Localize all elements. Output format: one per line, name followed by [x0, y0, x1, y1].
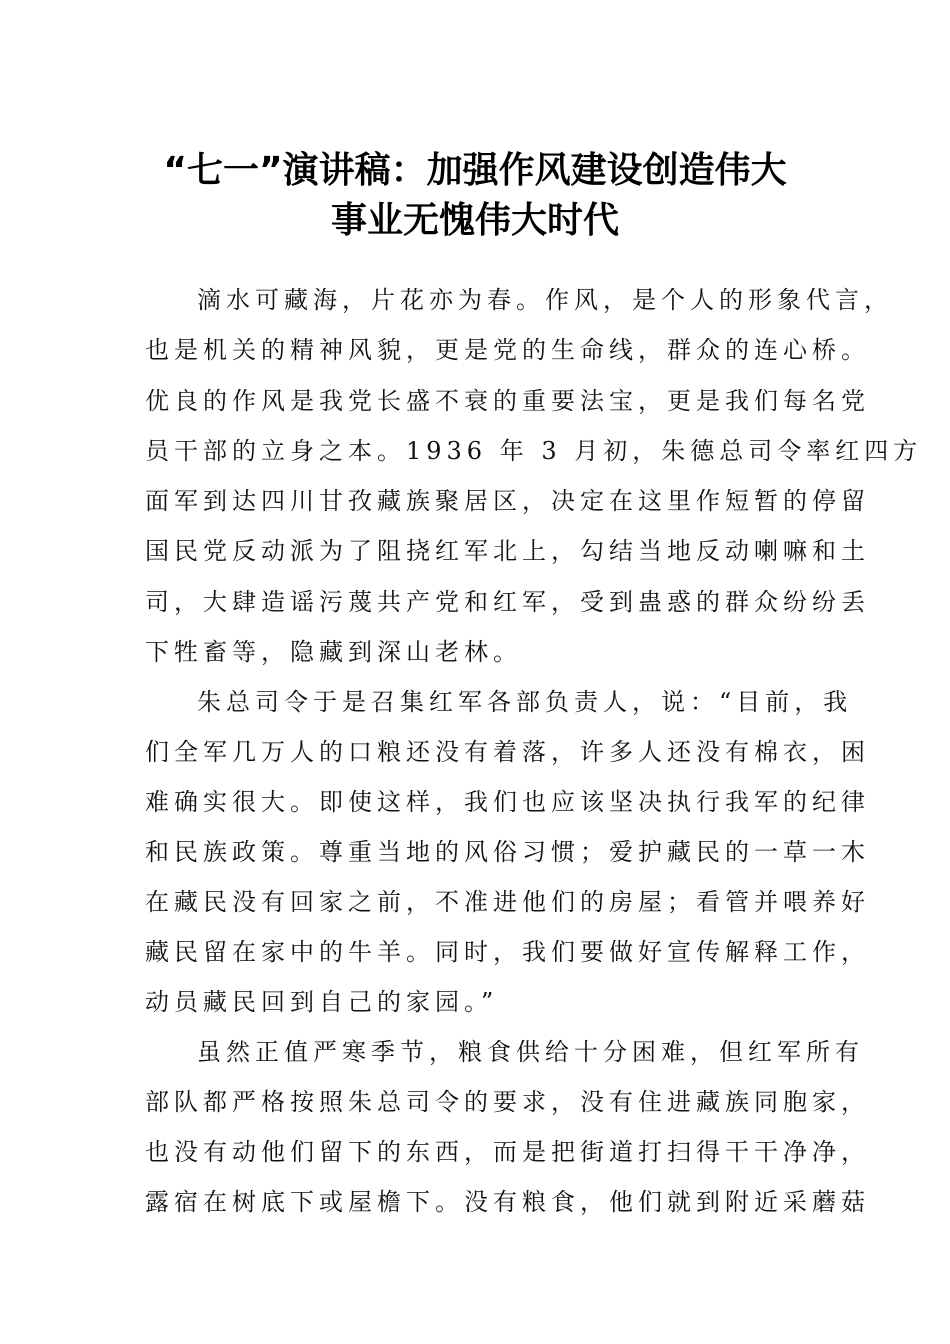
- body-line: 部队都严格按照朱总司令的要求，没有住进藏族同胞家，: [145, 1088, 870, 1116]
- document-title-line-1: “七一”演讲稿：加强作风建设创造伟大: [163, 150, 787, 191]
- body-line: 也是机关的精神风貌，更是党的生命线，群众的连心桥。: [145, 336, 870, 364]
- body-line: 员干部的立身之本。1936 年 3 月初，朱德总司令率红四方: [145, 437, 923, 465]
- body-line: 国民党反动派为了阻挠红军北上，勾结当地反动喇嘛和土: [145, 537, 870, 565]
- body-line: 在藏民没有回家之前，不准进他们的房屋；看管并喂养好: [145, 888, 870, 916]
- body-line: 朱总司令于是召集红军各部负责人，说：“目前，我: [197, 688, 853, 716]
- body-line: 滴水可藏海，片花亦为春。作风，是个人的形象代言，: [197, 286, 893, 314]
- body-line: 优良的作风是我党长盛不衰的重要法宝，更是我们每名党: [145, 387, 870, 415]
- body-line: 们全军几万人的口粮还没有着落，许多人还没有棉衣，困: [145, 738, 870, 766]
- body-line: 和民族政策。尊重当地的风俗习惯；爱护藏民的一草一木: [145, 838, 870, 866]
- body-line: 司，大肆造谣污蔑共产党和红军，受到蛊惑的群众纷纷丢: [145, 588, 870, 616]
- body-line: 面军到达四川甘孜藏族聚居区，决定在这里作短暂的停留: [145, 487, 870, 515]
- document-title-line-2: 事业无愧伟大时代: [330, 200, 619, 241]
- body-line: 下牲畜等，隐藏到深山老林。: [145, 638, 522, 666]
- body-line: 藏民留在家中的牛羊。同时，我们要做好宣传解释工作，: [145, 938, 870, 966]
- body-line: 虽然正值严寒季节，粮食供给十分困难，但红军所有: [197, 1038, 864, 1066]
- body-line: 动员藏民回到自己的家园。”: [145, 988, 499, 1016]
- body-line: 露宿在树底下或屋檐下。没有粮食，他们就到附近采蘑菇: [145, 1188, 870, 1216]
- body-line: 难确实很大。即使这样，我们也应该坚决执行我军的纪律: [145, 788, 870, 816]
- body-line: 也没有动他们留下的东西，而是把街道打扫得干干净净，: [145, 1138, 870, 1166]
